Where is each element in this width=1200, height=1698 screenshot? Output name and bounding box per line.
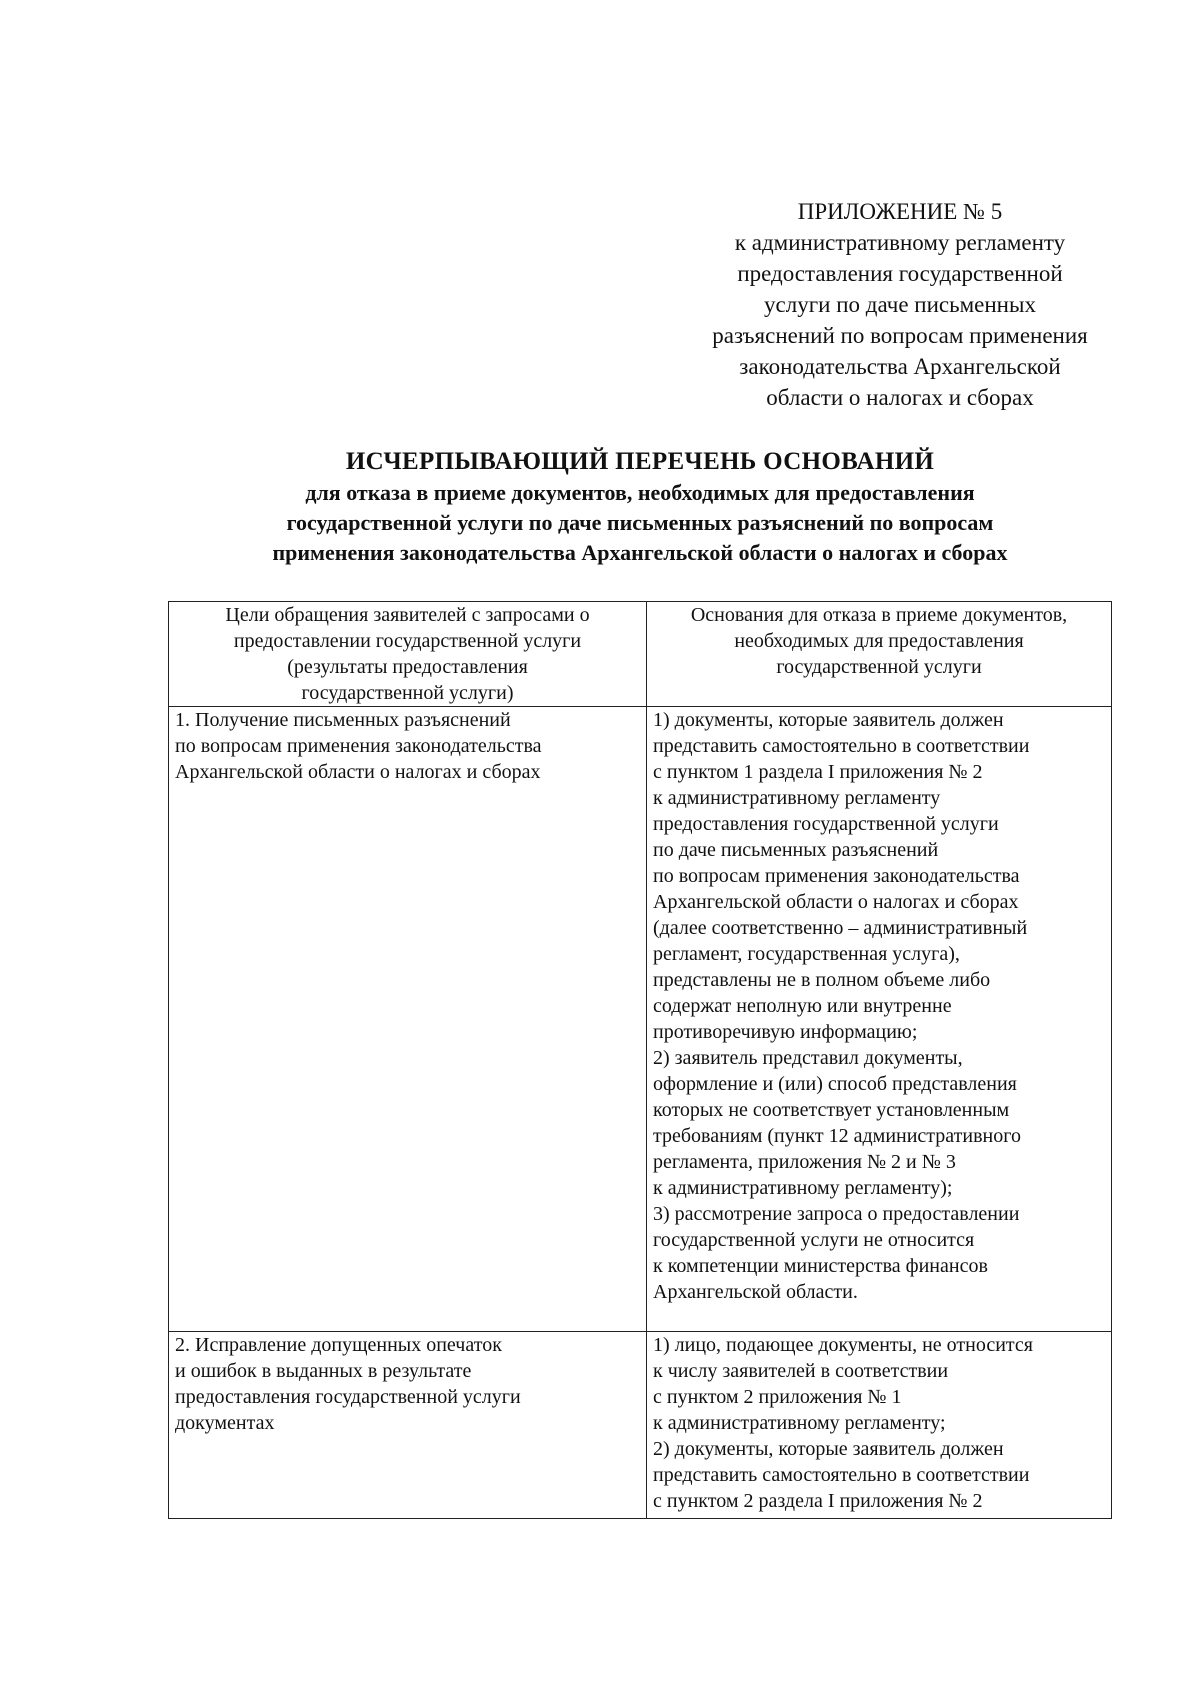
- header-goals: [169, 602, 647, 707]
- header-line: Цели обращения заявителей с запросами о: [225, 604, 590, 626]
- header-line: государственной услуги): [301, 682, 514, 704]
- grounds-line: с пунктом 1 раздела I приложения № 2: [653, 761, 983, 783]
- header-line: Основания для отказа в приеме документов,: [690, 604, 1068, 626]
- grounds-line: оформление и (или) способ представления: [653, 1073, 1017, 1095]
- grounds-line: требованиям (пункт 12 административного: [653, 1125, 1021, 1147]
- appendix-number: ПРИЛОЖЕНИЕ № 5: [797, 199, 1003, 224]
- document-title: [150, 446, 1130, 568]
- grounds-cell: [647, 1332, 1112, 1519]
- grounds-line: с пунктом 2 приложения № 1: [653, 1386, 902, 1408]
- grounds-line: Архангельской области о налогах и сборах: [653, 891, 1019, 913]
- grounds-table: [168, 601, 1112, 1519]
- goal-line: предоставления государственной услуги: [175, 1386, 521, 1408]
- grounds-line: с пунктом 2 раздела I приложения № 2: [653, 1490, 983, 1512]
- title-main: ИСЧЕРПЫВАЮЩИЙ ПЕРЕЧЕНЬ ОСНОВАНИЙ: [345, 448, 935, 475]
- grounds-line: к компетенции министерства финансов: [653, 1255, 988, 1277]
- header-grounds: [647, 602, 1112, 707]
- header-line: предоставлении государственной услуги: [233, 630, 582, 652]
- header-line: необходимых для предоставления: [734, 630, 1024, 652]
- title-line: для отказа в приеме документов, необходимых для предоставления: [305, 480, 975, 505]
- appendix-line: к административному регламенту: [734, 230, 1066, 255]
- appendix-line: услуги по даче письменных: [764, 292, 1036, 317]
- header-line: государственной услуги: [776, 656, 982, 678]
- grounds-line: 2) документы, которые заявитель должен: [653, 1438, 1004, 1460]
- appendix-line: разъяснений по вопросам применения: [712, 323, 1088, 348]
- goal-line: и ошибок в выданных в результате: [175, 1360, 472, 1382]
- grounds-line: по даче письменных разъяснений: [653, 839, 939, 861]
- grounds-cell: [647, 707, 1112, 1332]
- grounds-line: представлены не в полном объеме либо: [653, 969, 991, 991]
- goal-line: 1. Получение письменных разъяснений: [175, 709, 511, 731]
- grounds-line: которых не соответствует установленным: [653, 1099, 1010, 1121]
- grounds-line: к административному регламенту;: [653, 1412, 946, 1434]
- goal-line: по вопросам применения законодательства: [175, 735, 542, 757]
- grounds-line: предоставления государственной услуги: [653, 813, 999, 835]
- grounds-line: государственной услуги не относится: [653, 1229, 975, 1251]
- title-line: применения законодательства Архангельской области о налогах и сборах: [272, 540, 1008, 565]
- goal-line: документах: [175, 1412, 275, 1434]
- goal-cell: [169, 707, 647, 1332]
- grounds-line: противоречивую информацию;: [653, 1021, 918, 1043]
- grounds-line: к административному регламенту);: [653, 1177, 953, 1199]
- goal-cell: [169, 1332, 647, 1519]
- grounds-line: представить самостоятельно в соответствии: [653, 1464, 1030, 1486]
- grounds-line: представить самостоятельно в соответствии: [653, 735, 1030, 757]
- grounds-line: 2) заявитель представил документы,: [653, 1047, 963, 1069]
- grounds-line: 3) рассмотрение запроса о предоставлении: [653, 1203, 1020, 1225]
- grounds-line: Архангельской области.: [653, 1281, 858, 1303]
- table-row: [169, 707, 1112, 1332]
- appendix-heading: [660, 196, 1140, 413]
- grounds-line: (далее соответственно – административный: [653, 917, 1028, 939]
- grounds-line: содержат неполную или внутренне: [653, 995, 952, 1017]
- table-row: [169, 1332, 1112, 1519]
- grounds-line: по вопросам применения законодательства: [653, 865, 1020, 887]
- title-line: государственной услуги по даче письменных разъяснений по вопросам: [286, 510, 994, 535]
- header-line: (результаты предоставления: [287, 656, 528, 678]
- appendix-line: предоставления государственной: [737, 261, 1063, 286]
- goal-line: 2. Исправление допущенных опечаток: [175, 1334, 502, 1356]
- appendix-line: законодательства Архангельской: [739, 354, 1061, 379]
- appendix-line: области о налогах и сборах: [766, 385, 1034, 410]
- grounds-line: 1) лицо, подающее документы, не относится: [653, 1334, 1033, 1356]
- grounds-line: 1) документы, которые заявитель должен: [653, 709, 1004, 731]
- table-header-row: [169, 602, 1112, 707]
- grounds-line: к административному регламенту: [653, 787, 941, 809]
- goal-line: Архангельской области о налогах и сборах: [175, 761, 541, 783]
- grounds-line: регламент, государственная услуга),: [653, 943, 960, 965]
- grounds-line: регламента, приложения № 2 и № 3: [653, 1151, 956, 1173]
- grounds-line: к числу заявителей в соответствии: [653, 1360, 949, 1382]
